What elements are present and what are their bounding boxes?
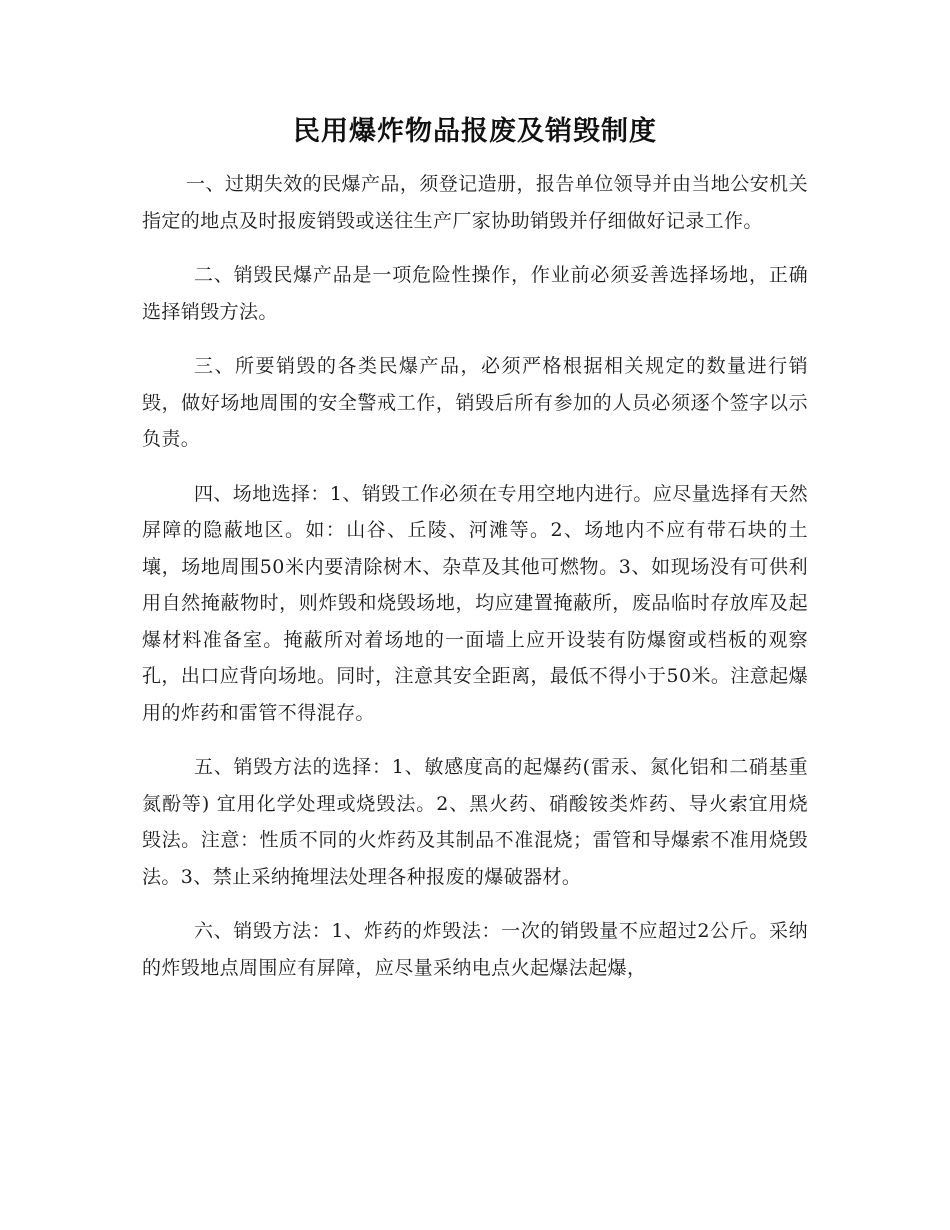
paragraph-3: 三、所要销毁的各类民爆产品，必须严格根据相关规定的数量进行销毁，做好场地周围的安全警戒工作，销毁后所有参加的人员必须逐个签字以示负责。 (142, 355, 808, 450)
document-body (142, 166, 808, 1004)
document-title: 民用爆炸物品报废及销毁制度 (293, 116, 657, 147)
paragraph-5: 五、销毁方法的选择：1、敏感度高的起爆药(雷汞、氮化铝和二硝基重氮酚等) 宜用化学处理或烧毁法。2、黑火药、硝酸铵类炸药、导火索宜用烧毁法。注意：性质不同的火炸药及其制品不准混烧；雷管和导爆索不准用烧毁法。3、禁止采纳掩埋法处理各种报废的爆破器材。 (142, 756, 808, 888)
paragraph-1: 一、过期失效的民爆产品，须登记造册，报告单位领导并由当地公安机关指定的地点及时报废销毁或送往生产厂家协助销毁并仔细做好记录工作。 (142, 173, 808, 232)
paragraph-6: 六、销毁方法：1、炸药的炸毁法：一次的销毁量不应超过2公斤。采纳的炸毁地点周围应有屏障，应尽量采纳电点火起爆法起爆， (142, 920, 808, 979)
paragraph-2: 二、销毁民爆产品是一项危险性操作，作业前必须妥善选择场地，正确选择销毁方法。 (142, 264, 808, 323)
paragraph-4: 四、场地选择：1、销毁工作必须在专用空地内进行。应尽量选择有天然屏障的隐蔽地区。如：山谷、丘陵、河滩等。2、场地内不应有带石块的土壤，场地周围50米内要清除树木、杂草及其他可燃物。3、如现场没有可供利用自然掩蔽物时，则炸毁和烧毁场地，均应建置掩蔽所，废品临时存放库及起爆材料准备室。掩蔽所对着场地的一面墙上应开设装有防爆窗或档板的观察孔，出口应背向场地。同时，注意其安全距离，最低不得小于50米。注意起爆用的炸药和雷管不得混存。 (142, 482, 808, 724)
